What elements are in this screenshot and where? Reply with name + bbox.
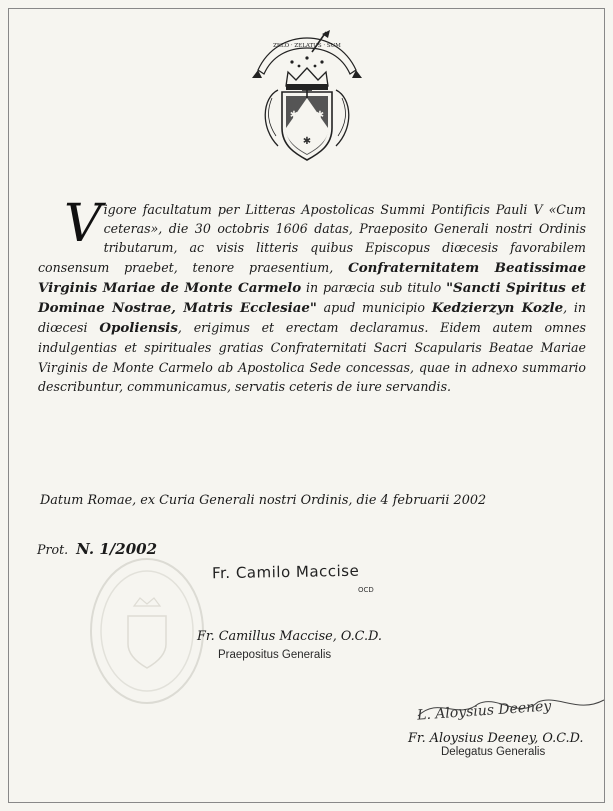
datum-line: Datum Romae, ex Curia Generali nostri Ordinis, die 4 februarii 2002 [40,493,487,508]
signature-camillus: Fr. Camilo Maccise [211,561,360,583]
signatory1-role: Praepositus Generalis [218,649,332,661]
embossed-seal-icon [88,556,206,706]
signatory2-role: Delegatus Generalis [441,746,546,758]
decree-text-part2: in paræcia sub titulo [301,279,447,295]
svg-text:✱: ✱ [289,110,299,121]
parish-title: "Sancti Spiritus et Dominae Nostrae, Matris Ecclesiae" [38,279,586,317]
decree-text-part4: , in diœcesi [38,300,587,336]
signatory2-name: Fr. Aloysius Deeney, O.C.D. [408,731,584,746]
svg-text:✱: ✱ [315,110,325,121]
decree-text [38,194,587,396]
drop-cap: V [64,194,102,254]
diocese-name: Opoliensis [99,320,178,337]
svg-text:ZELO · ZELATUS · SUM: ZELO · ZELATUS · SUM [273,43,341,49]
protocol-label: Prot. [37,542,69,557]
carmelite-coat-of-arms-icon [248,28,366,168]
signatory1-name: Fr. Camillus Maccise, O.C.D. [197,629,382,644]
decree-text-part1: igore facultatum per Litteras Apostolicas Summi Pontificis Pauli V «Cum ceteras», die 30 octobris 1606 datas, Praeposito Generali nostri Ordinis tributarum, ac visis litteris quibus Episcopus diœcesis favorabilem consensum praebet, tenore praesentium, [38,202,586,275]
protocol-number: N. 1/2002 [76,540,158,558]
decree-text-part3: apud municipio [316,300,432,316]
signature-camillus-suffix: OCD [358,586,374,594]
signature-deeney: L. Aloysius Deeney [416,698,552,724]
svg-text:✱: ✱ [302,136,312,147]
municipality-name: Kedzierzyn Kozle [431,300,564,317]
confraternity-name: Confraternitatem Beatissimae Virginis Mariae de Monte Carmelo [38,259,586,296]
decree-text-part5: , erigimus et erectam declaramus. Eidem autem omnes indulgentias et spirituales gratias Confraternitati Sacri Scapularis Beatae Mariae Virginis de Monte Carmelo ab Apostolica Sede concessas, quae in adnexo summario describuntur, communicamus, servatis ceteris de iure servandis. [38,320,587,394]
